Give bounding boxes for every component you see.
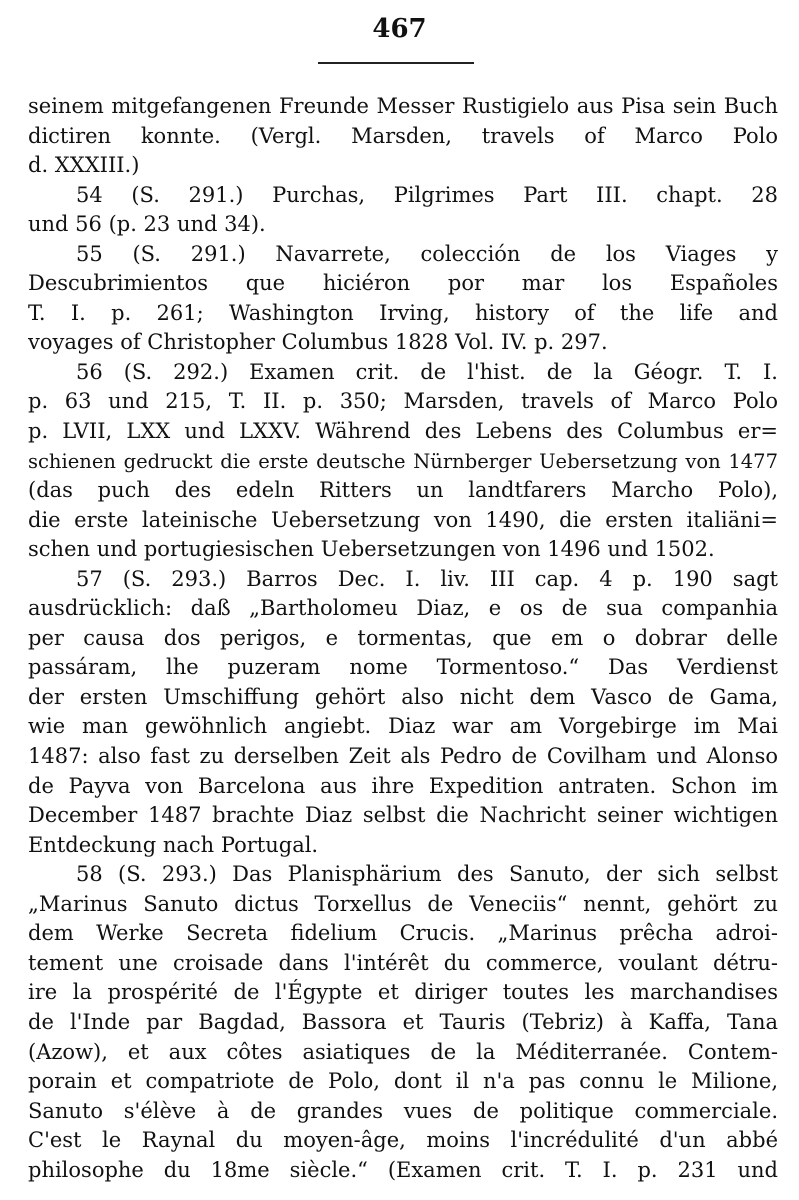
text-line: dictiren konnte. (Vergl. Marsden, travels of Marco Polo bbox=[28, 123, 778, 148]
text-line: voyages of Christopher Columbus 1828 Vol. IV. p. 297. bbox=[28, 330, 608, 355]
page-number: 467 bbox=[372, 14, 427, 44]
text-line: de Payva von Barcelona aus ihre Expedition antraten. Schon im bbox=[28, 773, 778, 798]
text-line: dem Werke Secreta fidelium Crucis. „Marinus prêcha adroi- bbox=[28, 921, 778, 946]
text-line: ausdrücklich: daß „Bartholomeu Diaz, e os de sua companhia bbox=[28, 596, 778, 621]
text-line: ire la prospérité de l'Égypte et diriger toutes les marchandises bbox=[28, 980, 778, 1005]
text-line: die erste lateinische Uebersetzung von 1490, die ersten italiäni= bbox=[28, 507, 778, 532]
text-line: de l'Inde par Bagdad, Bassora et Tauris (Tebriz) à Kaffa, Tana bbox=[28, 1009, 778, 1034]
text-line: philosophe du 18me siècle.“ (Examen crit. T. I. p. 231 und bbox=[28, 1157, 778, 1182]
text-line: schienen gedruckt die erste deutsche Nürnberger Uebersetzung von 1477 bbox=[28, 449, 778, 473]
text-line: „Marinus Sanuto dictus Torxellus de Veneciis“ nennt, gehört zu bbox=[28, 891, 778, 916]
text-line: porain et compatriote de Polo, dont il n'a pas connu le Milione, bbox=[28, 1069, 778, 1094]
text-line: (das puch des edeln Ritters un landtfarers Marcho Polo), bbox=[28, 478, 778, 503]
footnote-56-line: 56 (S. 292.) Examen crit. de l'hist. de la Géogr. T. I. bbox=[76, 359, 778, 384]
text-line: Sanuto s'élève à de grandes vues de politique commerciale. bbox=[28, 1098, 778, 1123]
text-line: d. XXXIII.) bbox=[28, 153, 140, 178]
text-line: und 56 (p. 23 und 34). bbox=[28, 212, 266, 237]
text-line: 1487: also fast zu derselben Zeit als Pedro de Covilham und Alonso bbox=[28, 744, 778, 769]
text-line: per causa dos perigos, e tormentas, que em o dobrar delle bbox=[28, 625, 778, 650]
text-line: Entdeckung nach Portugal. bbox=[28, 832, 319, 857]
text-line: T. I. p. 261; Washington Irving, history of the life and bbox=[28, 300, 778, 325]
text-line: (Azow), et aux côtes asiatiques de la Méditerranée. Contem- bbox=[28, 1039, 778, 1064]
text-line: schen und portugiesischen Uebersetzungen von 1496 und 1502. bbox=[28, 537, 715, 562]
text-line: wie man gewöhnlich angiebt. Diaz war am Vorgebirge im Mai bbox=[28, 714, 778, 739]
text-line: Descubrimientos que hiciéron por mar los Españoles bbox=[28, 271, 778, 296]
text-line: December 1487 brachte Diaz selbst die Nachricht seiner wichtigen bbox=[28, 803, 778, 828]
footnote-57-line: 57 (S. 293.) Barros Dec. I. liv. III cap. 4 p. 190 sagt bbox=[76, 566, 778, 591]
text-line: der ersten Umschiffung gehört also nicht dem Vasco de Gama, bbox=[28, 684, 778, 709]
text-line: passáram, lhe puzeram nome Tormentoso.“ Das Verdienst bbox=[28, 655, 778, 680]
text-line: tement une croisade dans l'intérêt du commerce, voulant détru- bbox=[28, 950, 778, 975]
text-line: seinem mitgefangenen Freunde Messer Rustigielo aus Pisa sein Buch bbox=[28, 94, 778, 118]
page-body bbox=[28, 92, 778, 1185]
footnote-55-line: 55 (S. 291.) Navarrete, colección de los Viages y bbox=[76, 241, 778, 266]
header-rule bbox=[318, 62, 474, 64]
footnote-58-line: 58 (S. 293.) Das Planisphärium des Sanuto, der sich selbst bbox=[76, 862, 778, 887]
footnote-54-line: 54 (S. 291.) Purchas, Pilgrimes Part III. chapt. 28 bbox=[76, 182, 778, 207]
text-line: C'est le Raynal du moyen-âge, moins l'incrédulité d'un abbé bbox=[28, 1128, 778, 1153]
text-line: p. 63 und 215, T. II. p. 350; Marsden, travels of Marco Polo bbox=[28, 389, 778, 414]
text-line: p. LVII, LXX und LXXV. Während des Lebens des Columbus er= bbox=[28, 419, 778, 444]
